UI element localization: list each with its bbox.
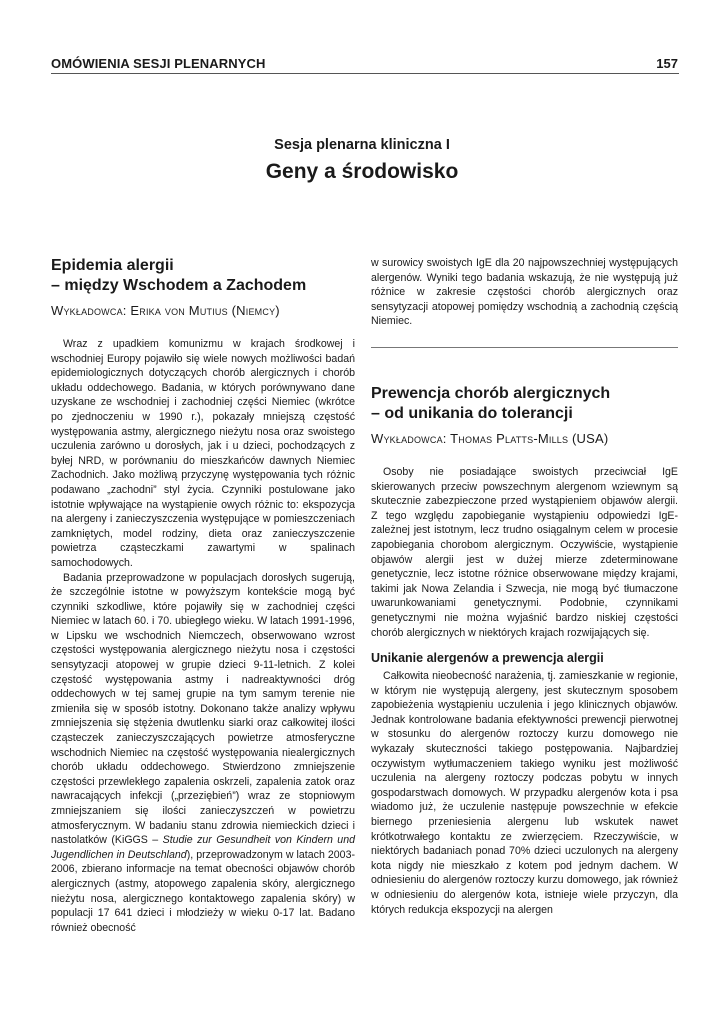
article1-paragraph-2	[51, 571, 355, 936]
left-column	[51, 256, 355, 935]
article1-paragraph-2-end: ), przeprowadzonym w latach 2003-2006, zbierano informacje na temat obecności objawów chorób alergicznych (astmy, atopowego zapalenia skóry, alergicznego nieżytu nosa, alergicznego kontaktowego zapalenia skóry) w populacji 17 641 dzieci i młodzieży w wieku 0-17 lat. Badano również obecność	[51, 848, 355, 934]
article-divider	[371, 347, 678, 348]
article1-lecturer: Wykładowca: Erika von Mutius (Niemcy)	[51, 303, 280, 318]
article2-subheading: Unikanie alergenów a prewencja alergii	[371, 651, 604, 666]
running-header-title: OMÓWIENIA SESJI PLENARNYCH	[51, 56, 266, 71]
article1-body	[51, 337, 355, 935]
article2-title-line1: Prewencja chorób alergicznych	[371, 384, 611, 402]
session-subtitle: Sesja plenarna kliniczna I	[274, 137, 450, 153]
article1-continuation: w surowicy swoistych IgE dla 20 najpowszechniej występujących alergenów. Wyniki tego badania wskazują, że nie występują już różnice w zakresie częstości chorób alergicznych oraz sensytyzacji atopowej pomiędzy wschodnią a zachodnią częścią Niemiec.	[371, 257, 678, 328]
article2-paragraph-1: Osoby nie posiadające swoistych przeciwciał IgE skierowanych przeciw powszechnym alergenom wziewnym są skutecznie zabezpieczone przed wystąpieniem objawów alergii. Z tego względu zapobieganie wystąpieniu odpowiedzi IgE-zależnej jest istotnym, lecz trudno osiągalnym celem w procesie zapobiegania chorobom alergicznym. Oczywiście, wystąpienie objawów alergii jest w dużej mierze zdeterminowane genetycznie, lecz istotne różnice obserwowane między krajami, takimi jak Nowa Zelandia i Szwecja, nie mogą być tłumaczone uwarunkowaniami genetycznymi. Podobnie, czynnikami genetycznymi nie można wyjaśnić bardzo niskiej częstości chorób alergicznych w niektórych krajach rozwijających się.	[371, 465, 678, 639]
article2-lecturer: Wykładowca: Thomas Platts-Mills (USA)	[371, 430, 609, 446]
session-title: Geny a środowisko	[265, 160, 459, 183]
article1-title-line2: – między Wschodem a Zachodem	[51, 277, 307, 294]
article1-title	[51, 256, 355, 296]
article2-paragraph-2: Całkowita nieobecność narażenia, tj. zamieszkanie w regionie, w którym nie występują alergeny, jest skutecznym sposobem zapobieżenia wystąpieniu uczulenia i jego klinicznych objawów. Jednak kontrolowane badania efektywności prewencji pierwotnej w stosunku do alergenów roztoczy kurzu domowego nie wykazały skuteczności takiego postępowania. Najbardziej oczywistym wytłumaczeniem takiego wyniku jest możliwość uczulenia na alergeny roztoczy podczas pobytu w innych gospodarstwach domowych. W przypadku alergenów kota i psa wiadomo już, że uczulenie następuje powszechnie w efekcie biernego przeniesienia alergenu lub wskutek nawet krótkotrwałego kontaktu ze zwierzęciem. Rzeczywiście, w niektórych badaniach ponad 70% dzieci uczulonych na alergeny kota nigdy nie mieszkało z kotem pod jednym dachem. W odniesieniu do alergenów roztoczy kurzu domowego, jak również w odniesieniu do alergenów kota, istnieje wiele przyczyn, dla których redukcja ekspozycji na alergen	[371, 670, 678, 916]
article2-body	[371, 465, 678, 917]
article2-title	[371, 384, 678, 424]
header-divider	[51, 73, 679, 74]
article1-paragraph-1: Wraz z upadkiem komunizmu w krajach środkowej i wschodniej Europy pojawiło się wiele nowych możliwości badań epidemiologicznych dotyczących chorób alergicznych i chorób układu oddechowego. Badania, w których porównywano dane uzyskane ze wschodniej i zachodniej części Niemiec (wkrótce po zjednoczeniu w 1990 r.), pokazały mniejszą częstość występowania astmy, alergicznego nieżytu nosa oraz swoistego uczulenia zarówno u dorosłych, jak i u dzieci, pochodzących z byłej NRD, w porównaniu do mieszkańców dawnych Niemiec Zachodnich. Jako możliwą przyczynę występowania tych różnic podawano „zachodni” styl życia. Czynniki postulowane jako istotnie wpływające na wystąpienie owych różnic to: ekspozycja na alergeny i zanieczyszczenia występujące w pomieszczeniach zamkniętych, model rodziny, dieta oraz zanieczyszczenie powietrza cząsteczkami zawartymi w spalinach samochodowych.	[51, 338, 355, 569]
article2-title-line2: – od unikania do tolerancji	[371, 404, 573, 422]
article1-paragraph-2-text: Badania przeprowadzone w populacjach dorosłych sugerują, że szczególnie istotne w powyższym kontekście mogą być czynniki szkodliwe, które pojawiły się w zachodniej części Niemiec w latach 60. i 70. ubiegłego wieku. W latach 1991-1996, w Lipsku we wschodnich Niemczech, obserwowano wzrost częstości występowania alergicznego nieżytu nosa i częstości sensytyzacji atopowej w grupie dzieci 9-11-letnich. Z kolei częstość występowania astmy i nadreaktywności dróg oddechowych w tej samej grupie na tym samym terenie nie zmieniła się w sposób istotny. Dokonano także analizy wpływu zmniejszenia się stężenia dwutlenku siarki oraz całkowitej ilości cząsteczek zanieczyszczających powietrze atmosferyczne wschodnich Niemiec na częstość występowania niealergicznych chorób układu oddechowego. Stwierdzono zmniejszenie częstości przewlekłego zapalenia oskrzeli, zapalenia zatok oraz nawracających infekcji („przeziębień”) wraz ze stopniowym zmniejszaniem się ilości zanieczyszczeń w powietrzu atmosferycznym. W badaniu stanu zdrowia niemieckich dzieci i nastolatków (KiGGS –	[51, 571, 355, 847]
page-number: 157	[656, 56, 678, 71]
article1-study-name: Studie zur Gesundheit von Kindern und Jugendlichen in Deutschland	[51, 834, 355, 861]
right-column	[371, 256, 678, 917]
article1-title-line1: Epidemia alergii	[51, 257, 174, 274]
